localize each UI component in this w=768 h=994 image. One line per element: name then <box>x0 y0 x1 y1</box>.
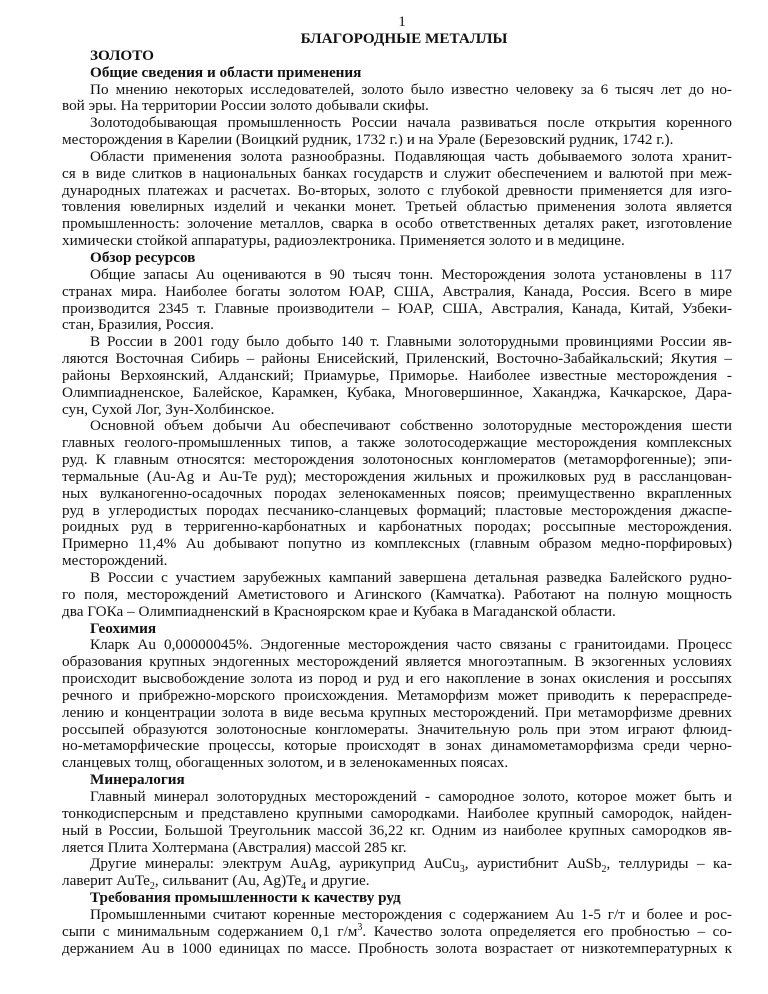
text-line: сыпи с минимальным содержанием 0,1 $г/м^3$. Качество золота определяется его пробностью – со- <box>62 921 732 940</box>
text-line: термальные (Au-Ag и Au-Te руд); месторождения жильных и прожилковых руд в рассланцован- <box>62 467 732 485</box>
text-line: вой эры. На территории России золото добывали скифы. <box>62 97 429 115</box>
paragraph-other-minerals <box>62 855 732 893</box>
text-line: роидных руд в терригенно-карбонатных и карбонатных породах; россыпные месторождения. <box>62 518 732 536</box>
text-line: Общие запасы Au оцениваются в 90 тысяч тонн. Месторождения золота установлены в 117 <box>90 265 732 283</box>
text-line: Основной объем добычи Au обеспечивают собственно золоторудные месторождения шести <box>90 417 732 435</box>
paragraph <box>62 418 732 570</box>
text-line: месторождений. <box>62 552 168 570</box>
text-line: сланцевых толщ, обогащенных золотом, и в зеленокаменных поясах. <box>62 754 509 772</box>
text-line: сун, Сухой Лог, Зун-Холбинское. <box>62 400 275 418</box>
text-line: россыпей образуются золотоносные конгломераты. Значительную роль при этом играют флюид- <box>62 720 732 738</box>
document-body <box>62 65 732 958</box>
text-line: ся в виде слитков в национальных банках государств и служит обеспечением и валютой при меж- <box>62 164 732 182</box>
text-line: районы Верхоянский, Алданский; Приамурье, Приморье. Наиболее известные месторождения - <box>62 366 732 384</box>
subsection-heading: Общие сведения и области применения <box>90 63 362 81</box>
paragraph <box>62 789 732 856</box>
text-line: лаверит AuTe$_2$, сильванит (Au, $Ag)Te_4$ и другие. <box>62 872 370 893</box>
subsection-heading: Обзор ресурсов <box>90 248 196 266</box>
subsection-heading: Требования промышленности к качеству руд <box>90 889 401 907</box>
text-line: Олимпиадненское, Балейское, Карамкен, Кубака, Многовершинное, Хаканджа, Качкарское, Дара- <box>62 383 732 401</box>
text-line: ных вулканогенно-осадочных породах зеленокаменных поясов; преимущественно вкрапленных <box>62 484 732 502</box>
text-line: В России в 2001 году было добыто 140 т. Главными золоторудными провинциями России яв- <box>90 333 732 351</box>
text-line: держанием Au в 1000 единицах по массе. Пробность золота возрастает от низкотемпературных к <box>62 939 732 957</box>
text-line: ляется Плита Холтермана (Австралия) массой 285 кг. <box>62 838 407 856</box>
paragraph <box>62 115 732 149</box>
text-line: странах мира. Наиболее богаты золотом ЮАР, США, Австралия, Канада, Россия. Всего в мире <box>62 282 732 300</box>
paragraph <box>62 637 732 772</box>
paragraph <box>62 82 732 116</box>
text-line: Кларк Au 0,00000045%. Эндогенные месторождения часто связаны с гранитоидами. Процесс <box>90 636 732 654</box>
text-line: В России с участием зарубежных кампаний завершена детальная разведка Балейского рудно- <box>90 569 732 586</box>
subsection-heading: Геохимия <box>90 619 157 637</box>
text-line: руд в углеродистых породах песчанико-сланцевых формаций; пластовые месторождения джаспе- <box>62 501 732 519</box>
text-line: стан, Бразилия, Россия. <box>62 316 214 334</box>
text-line: Главный минерал золоторудных месторождений - самородное золото, которое может быть и <box>90 787 732 805</box>
text-line: Золотодобывающая промышленность России начала развиваться после открытия коренного <box>90 114 732 132</box>
text-line: два ГОКа – Олимпиадненский в Красноярском крае и Кубака в Магаданской области. <box>62 602 616 620</box>
page-number: 1 <box>398 13 406 30</box>
text-line: речного и прибрежно-морского происхождения. Метаморфизм может приводить к перераспреде- <box>62 686 732 704</box>
text-line: но-метаморфические процессы, которые происходят в зонах динамометаморфизма среди черно- <box>62 737 732 755</box>
text-line: главных геолого-промышленных типов, а также золотосодержащие месторождения комплексных <box>62 434 732 452</box>
text-line: Области применения золота разнообразны. Подавляющая часть добываемого золота хранит- <box>90 147 732 165</box>
text-line: Примерно 11,4% Au добывают попутно из комплексных (главным образом медно-порфировых) <box>62 535 732 553</box>
paragraph <box>62 149 732 250</box>
section-heading-gold: ЗОЛОТО <box>90 46 154 64</box>
subsection-heading: Минералогия <box>90 771 185 789</box>
text-line: промышленность: золочение металлов, сварка в особо ответственных деталях ракет, изготовление <box>62 215 732 233</box>
text-line: лению и концентрации золота в виде весьма крупных месторождений. При метаморфизме древних <box>62 703 732 721</box>
document-title: БЛАГОРОДНЫЕ МЕТАЛЛЫ <box>300 30 508 47</box>
paragraph-requirements <box>62 907 732 958</box>
paragraph <box>62 334 732 418</box>
paragraph <box>62 267 732 334</box>
text-line: Другие минералы: электрум AuAg, аурикуприд AuCu$_3$, ауристибнит AuSb$_2$, теллуриды – ка- <box>90 855 732 876</box>
text-line: Промышленными считают коренные месторождения с содержанием Au 1-5 г/т и более и рос- <box>90 905 732 923</box>
paragraph <box>62 570 732 621</box>
text-line: ляются Восточная Сибирь – районы Енисейский, Приленский, Восточно-Забайкальский; Якутия – <box>62 350 732 368</box>
text-line: ный в России, Большой Треугольник массой 36,22 кг. Одним из наиболее крупных самородков яв- <box>62 821 732 839</box>
text-line: го поля, месторождений Аметистового и Агинского (Камчатка). Работают на полную мощность <box>62 585 732 603</box>
text-line: руд. К главным относятся: месторождения золотоносных конгломератов (метаморфогенные); эпи- <box>62 451 732 469</box>
text-line: образования крупных эндогенных месторождений является многоэтапным. В экзогенных условиях <box>62 653 732 671</box>
text-line: химически стойкой аппаратуры, радиоэлектроника. Применяется золото и в медицине. <box>62 232 625 250</box>
text-line: По мнению некоторых исследователей, золото было известно человеку за 6 тысяч лет до но- <box>90 80 732 98</box>
text-line: дународных платежах и расчетах. Во-вторых, золото с глубокой древности применяется для изго- <box>62 181 732 199</box>
text-line: месторождения в Карелии (Воицкий рудник, 1732 г.) и на Урале (Березовский рудник, 1742 г.). <box>62 131 674 149</box>
text-line: товления ювелирных изделий и чеканки монет. Третьей областью применения золота является <box>62 198 732 216</box>
text-line: происходит высвобождение золота из пород и руд и его накопление в зонах окисления и россыпях <box>62 670 732 688</box>
text-line: тонкодисперсным и представлено крупными самородками. Наиболее крупный самородок, найден- <box>62 804 732 822</box>
document-page <box>62 14 732 957</box>
text-line: производится 2345 т. Главные производители – ЮАР, США, Австралия, Канада, Китай, Узбеки- <box>62 299 732 317</box>
